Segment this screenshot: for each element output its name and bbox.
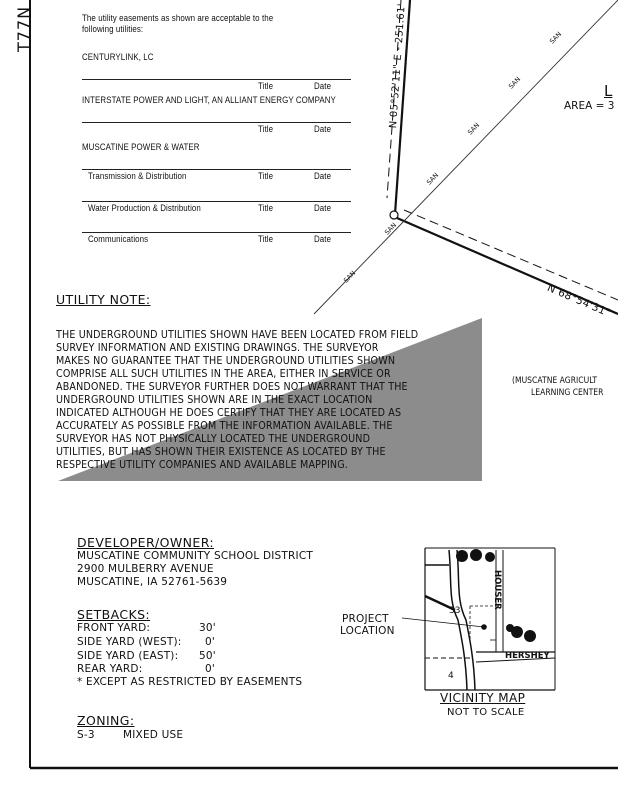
san-label: SAN [342,269,358,285]
sanitary-sewer-line [314,0,618,314]
utility-note-line: INDICATED ALTHOUGH HE DOES CERTIFY THAT THEY ARE LOCATED AS [56,407,402,419]
utility-note-line: SURVEY INFORMATION AND EXISTING DRAWINGS. THE SURVEYOR [56,342,379,354]
date-label: Date [314,171,332,181]
interstate-label: INTERSTATE POWER AND LIGHT, AN ALLIANT ENERGY COMPANY [82,95,336,105]
bearing-east-label: N 68°54'31" [545,282,613,320]
water-label: Water Production & Distribution [88,203,201,213]
date-label: Date [314,234,332,244]
san-label: SAN [548,30,564,46]
project-location-label-2: LOCATION [340,625,395,637]
san-label: SAN [425,171,441,187]
signature-line [82,122,351,123]
bearing-north-label: N 05°52'11" E - 251.61' [388,3,408,129]
utility-note-line: COMPRISE ALL SUCH UTILITIES IN THE AREA, EITHER IN SERVICE OR [56,368,391,380]
developer-name: MUSCATINE COMMUNITY SCHOOL DISTRICT [77,550,313,562]
muscatine-pw-label: MUSCATINE POWER & WATER [82,142,200,152]
easement-intro-2: following utilities: [82,24,144,34]
front-yard-label: FRONT YARD: [77,622,151,634]
easement-intro-1: The utility easements as shown are acceptable to the [82,13,274,23]
neighbor-label-2: LEARNING CENTER [531,388,604,398]
title-label: Title [258,234,274,244]
signature-line [82,232,351,233]
rear-yard-value: 0' [205,663,215,675]
street-houser-label: HOUSER [492,570,502,610]
section-4-label: 4 [448,671,454,681]
setbacks-exception: * EXCEPT AS RESTRICTED BY EASEMENTS [77,676,303,688]
zoning-description: MIXED USE [123,729,184,741]
title-label: Title [258,81,274,91]
side-yard-east-value: 50' [199,650,216,662]
project-location-label-1: PROJECT [342,613,389,625]
street-hershey-label: HERSHEY [505,651,550,661]
utility-note-line: MAKES NO GUARANTEE THAT THE UNDERGROUND UTILITIES SHOWN [56,355,396,367]
date-label: Date [314,203,332,213]
developer-city: MUSCATINE, IA 52761-5639 [77,576,228,588]
lot-label: L [604,82,613,100]
communications-label: Communications [88,234,149,244]
front-yard-value: 30' [199,622,216,634]
utility-note-line: SURVEYOR HAS NOT PHYSICALLY LOCATED THE UNDERGROUND [56,433,371,445]
developer-heading: DEVELOPER/OWNER: [77,535,215,550]
signature-line [82,79,351,80]
centurylink-label: CENTURYLINK, LC [82,52,154,62]
utility-note-body [56,329,418,472]
san-label: SAN [466,121,482,137]
title-label: Title [258,171,274,181]
san-label: SAN [507,75,523,91]
utility-note-line: THE UNDERGROUND UTILITIES SHOWN HAVE BEEN LOCATED FROM FIELD [56,329,419,341]
signature-line [82,201,351,202]
developer-street: 2900 MULBERRY AVENUE [77,563,214,575]
vicinity-map-title: VICINITY MAP [440,691,526,705]
utility-note-line: UTILITIES, BUT HAS SHOWN THEIR EXISTENCE AS LOCATED BY THE [56,446,386,458]
section-33-label: 33 [449,606,461,616]
side-yard-east-label: SIDE YARD (EAST): [77,650,179,662]
san-label: SAN [383,221,399,237]
utility-note-line: UNDERGROUND UTILITIES SHOWN ARE IN THE EXACT LOCATION [56,394,373,406]
manhole-icon [390,211,398,219]
setbacks-heading: SETBACKS: [77,607,151,622]
utility-note-line: ABANDONED. THE SURVEYOR FURTHER DOES NOT WARRANT THAT THE [56,381,408,393]
zoning-code: S-3 [77,729,95,741]
plat-south-easement [404,210,618,300]
township-label: T77N [14,5,33,52]
title-label: Title [258,124,274,134]
title-label: Title [258,203,274,213]
utility-note-line: RESPECTIVE UTILITY COMPANIES AND AVAILABLE MAPPING. [56,459,348,471]
side-yard-west-value: 0' [205,636,215,648]
rear-yard-label: REAR YARD: [77,663,143,675]
date-label: Date [314,124,332,134]
utility-note-heading: UTILITY NOTE: [56,292,151,307]
utility-note-line: ACCURATELY AS POSSIBLE FROM THE INFORMATION AVAILABLE. THE [56,420,393,432]
zoning-heading: ZONING: [77,713,135,728]
area-label: AREA = 3 [564,100,615,112]
signature-line [82,169,351,170]
vicinity-map-scale: NOT TO SCALE [447,707,525,718]
side-yard-west-label: SIDE YARD (WEST): [77,636,182,648]
neighbor-label-1: (MUSCATNE AGRICULT [512,376,598,386]
transmission-label: Transmission & Distribution [88,171,187,181]
date-label: Date [314,81,332,91]
